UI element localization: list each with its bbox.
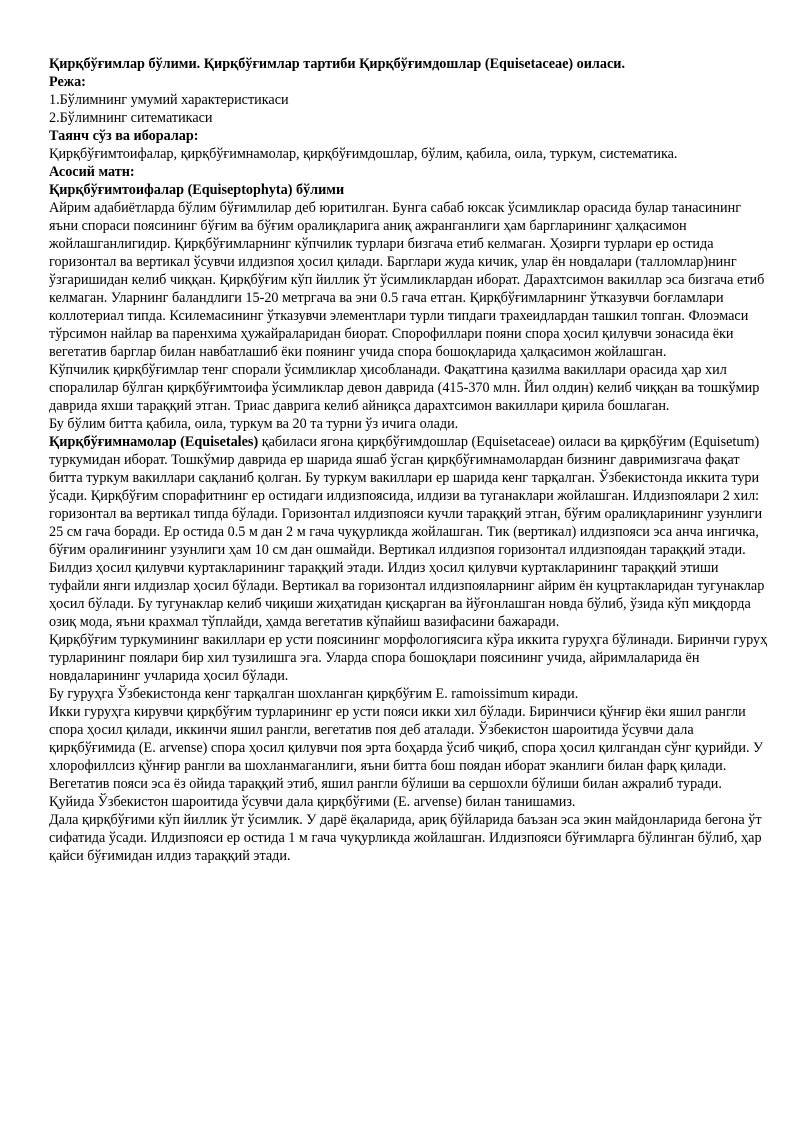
body-paragraph: Айрим адабиётларда бўлим бўғимлилар деб юритилган. Бунга сабаб юксак ўсимликлар орасида булар танасининг яъни спораси поясининг бўғим ва бўғим оралиқларига аниқ ажранганлиги ҳам баргларининг ҳалқасимон жойлашганлигидир. Қирқбўғимларнинг кўпчилик турлари бизгача етиб келмаган. Ҳозирги турлари ер остида горизонтал ва вертикал ўсувчи илдизпоя ҳосил қилади. Барглари жуда кичик, улар ён новдалари (талломлар)нинг ўзгаришидан келиб чиққан. Қирқбўғим кўп йиллик ўт ўсимликлардан иборат. Дарахтсимон вакиллар эса бизгача етиб келмаган. Уларнинг баландлиги 15-20 метргача ва эни 0.5 гача етган. Қирқбўғимларнинг ўтказувчи боғламлари коллотериал типда. Ксилемасининг ўтказувчи элементлари турли типдаги трахеидлардан ташкил топган. Флоэмаси тўрсимон найлар ва паренхима ҳужайраларидан биорат. Спорофиллари пояни спора ҳосил қилувчи зонасида ёки вегетатив барглар билан навбатлашиб ёки поянинг учида спора бошоқларида ҳалқасимон жойлашган. [49, 200, 765, 360]
equisetales-paragraph [49, 433, 769, 631]
section-heading: Қирқбўғимтоифалар (Equiseptophyta) бўлими [49, 182, 345, 198]
keywords-text: Қирқбўғимтоифалар, қирқбўғимнамолар, қирқбўғимдошлар, бўлим, қабила, оила, туркум, систематика. [49, 146, 678, 162]
keywords-heading: Таянч сўз ва иборалар: [49, 128, 199, 144]
plan-item: 2.Бўлимнинг ситематикаси [49, 110, 213, 126]
body-paragraph: Кўпчилик қирқбўғимлар тенг спорали ўсимликлар ҳисобланади. Фақатгина қазилма вакиллари орасида ҳар хил споралилар бўлган қирқбўғимтоифа ўсимликлар девон даврида (415-370 млн. Йил олдин) келиб чиққан ва тошкўмир даврида яхши тараққий этган. Триас даврига келиб айниқса дарахтсимон вакиллари қирила бошлаган. [49, 362, 760, 414]
body-paragraph: Икки гуруҳга кирувчи қирқбўғим турларининг ер усти пояси икки хил бўлади. Биринчиси қўнғир ёки яшил рангли спора ҳосил қилади, иккинчи яшил рангли, вегетатив поя деб аталади. Ўзбекистон шароитида ўсувчи дала қирқбўғимида (E. arvense) спора ҳосил қилувчи поя эрта боҳарда ўсиб чиқиб, спора ҳосил қилгандан сўнг қурийди. У хлорофиллсиз қўнғир рангли ва шохланмаганлиги, яъни битта бош поядан иборат эканлиги билан фарқ қилади. Вегетатив пояси эса ёз ойида тараққий этиб, яшил рангли бўлиши ва сершохли бўлиши билан ажралиб туради. [49, 704, 764, 792]
body-paragraph: Қуйида Ўзбекистон шароитида ўсувчи дала қирқбўғими (E. arvense) билан танишамиз. [49, 794, 576, 810]
equisetales-text: қабиласи ягона қирқбўғимдошлар (Equisetaceae) оиласи ва қирқбўғим (Equisetum) туркумидан иборат. Тошкўмир даврида ер шарида яшаб ўсган қирқбўғимнамолардан бизнинг давримизгача фақат битта туркум вакиллари сақланиб қолган. Бу туркум вакиллари ер шарида кенг тарқалган. Ўзбекистонда иккита тури ўсади. Қирқбўғим спорафитнинг ер остидаги илдизпоясида, илдизи ва туганаклари жойлашган. Илдизпоялари 2 хил: горизонтал ва вертикал типда бўлади. Горизонтал илдизпояси кучли тараққий этган, бўғим оралиқларининг узунлиги 25 см гача боради. Ер остида 0.5 м дан 2 м гача чуқурликда жойлашган. Тик (вертикал) илдизпояси эса анча ингичка, бўғим оралиғининг узунлиги ҳам 10 см дан ошмайди. Вертикал илдизпоя горизонтал илдизпоядан тараққий этади. Билдиз ҳосил қилувчи куртакларининг тараққий этади. Илдиз ҳосил қилувчи куртакларининг тараққий этиши туфайли янги илдизлар ҳосил бўлади. Вертикал ва горизонтал илдизпояларнинг айрим ён куцртакларидан тугунаклар ҳосил бўлади. Бу тугунаклар келиб чиқиши жиҳатидан қисқарган ва йўғонлашган новда бўлиб, ўзида кўп миқдорда озиқ мода, яъни крахмал тўплайди, ҳамда вегетатив кўпайиш вазифасини бажаради. [49, 434, 765, 630]
plan-heading: Режа: [49, 74, 86, 90]
body-paragraph: Дала қирқбўғими кўп йиллик ўт ўсимлик. У дарё ёқаларида, ариқ бўйларида баъзан эса экин майдонларида бегона ўт сифатида ўсади. Илдизпояси ер остида 1 м гача чуқурликда жойлашган. Илдизпояси бўғимларга бўлинган бўлиб, ҳар қайси бўғимидан илдиз тараққий этади. [49, 812, 762, 864]
plan-item: 1.Бўлимнинг умумий характеристикаси [49, 92, 289, 108]
body-paragraph: Бу бўлим битта қабила, оила, туркум ва 20 та турни ўз ичига олади. [49, 416, 459, 432]
main-text-heading: Асосий матн: [49, 164, 135, 180]
document-title: Қирқбўғимлар бўлими. Қирқбўғимлар тартиби Қирқбўғимдошлар (Equisetaceae) оиласи. [49, 56, 625, 72]
document-page [49, 55, 769, 865]
body-paragraph: Қирқбўғим туркумининг вакиллари ер усти поясининг морфологиясига кўра иккита гуруҳга бўлинади. Биринчи гуруҳ турларининг поялари бир хил тузилишга эга. Уларда спора бошоқлари поясининг учида, айримлаларида ён новдаларининг учларида ҳосил бўлади. [49, 632, 768, 684]
body-paragraph: Бу гуруҳга Ўзбекистонда кенг тарқалган шохланган қирқбўғим E. ramoissimum киради. [49, 686, 579, 702]
equisetales-term: Қирқбўғимнамолар (Equisetales) [49, 434, 259, 450]
